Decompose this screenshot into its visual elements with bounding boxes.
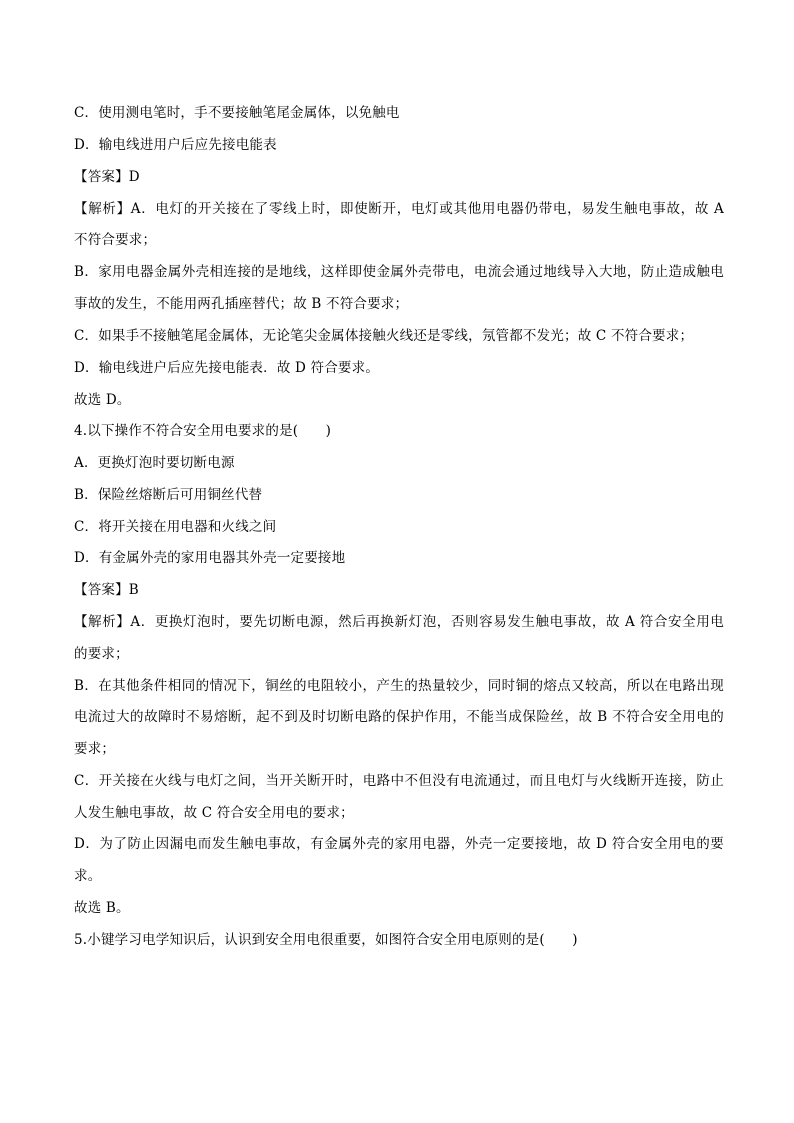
option-d-line: D．输电线进用户后应先接电能表 xyxy=(74,137,277,153)
analysis-line: D．输电线进户后应先接电能表．故 D 符合要求。 xyxy=(74,360,380,376)
analysis-line: 事故的发生，不能用两孔插座替代；故 B 不符合要求； xyxy=(74,296,409,312)
analysis-line: 人发生触电事故，故 C 符合安全用电的要求； xyxy=(74,805,354,821)
answer-line: 【答案】D xyxy=(74,169,140,185)
analysis-line: 求。 xyxy=(74,868,102,884)
analysis-line: D．为了防止因漏电而发生触电事故，有金属外壳的家用电器，外壳一定要接地，故 D 符合安全用电的要 xyxy=(74,836,724,852)
analysis-line: B．在其他条件相同的情况下，铜丝的电阻较小，产生的热量较少，同时铜的熔点又较高，所以在电路出现 xyxy=(74,678,724,694)
analysis-line: 要求； xyxy=(74,741,116,757)
analysis-line: 不符合要求； xyxy=(74,232,157,248)
conclusion-line: 故选 D。 xyxy=(74,392,131,408)
analysis-line: 电流过大的故障时不易熔断，起不到及时切断电路的保护作用，不能当成保险丝，故 B 不符合安全用电的 xyxy=(74,709,724,725)
analysis-line: C．开关接在火线与电灯之间，当开关断开时，电路中不但没有电流通过，而且电灯与火线断开连接，防止 xyxy=(74,773,724,789)
analysis-line: 【解析】A．电灯的开关接在了零线上时，即使断开，电灯或其他用电器仍带电，易发生触电事故，故 A xyxy=(74,201,724,217)
analysis-line: B．家用电器金属外壳相连接的是地线，这样即使金属外壳带电，电流会通过地线导入大地，防止造成触电 xyxy=(74,264,724,280)
option-b-line: B．保险丝熔断后可用铜丝代替 xyxy=(74,487,263,503)
option-d-line: D．有金属外壳的家用电器其外壳一定要接地 xyxy=(74,550,346,566)
option-a-line: A．更换灯泡时要切断电源 xyxy=(74,455,235,471)
question-5-line: 5.小键学习电学知识后，认识到安全用电很重要，如图符合安全用电原则的是( ) xyxy=(74,932,578,948)
conclusion-line: 故选 B。 xyxy=(74,900,130,916)
analysis-line: C．如果手不接触笔尾金属体，无论笔尖金属体接触火线还是零线，氖管都不发光；故 C 不符合要求； xyxy=(74,328,694,344)
analysis-line: 【解析】A．更换灯泡时，要先切断电源，然后再换新灯泡，否则容易发生触电事故，故 A 符合安全用电 xyxy=(74,614,724,630)
analysis-line: 的要求； xyxy=(74,646,129,662)
option-c-line: C．将开关接在用电器和火线之间 xyxy=(74,519,277,535)
answer-line: 【答案】B xyxy=(74,582,139,598)
option-c-line: C．使用测电笔时，手不要接触笔尾金属体，以免触电 xyxy=(74,105,400,121)
question-4-line: 4.以下操作不符合安全用电要求的是( ) xyxy=(74,423,332,439)
